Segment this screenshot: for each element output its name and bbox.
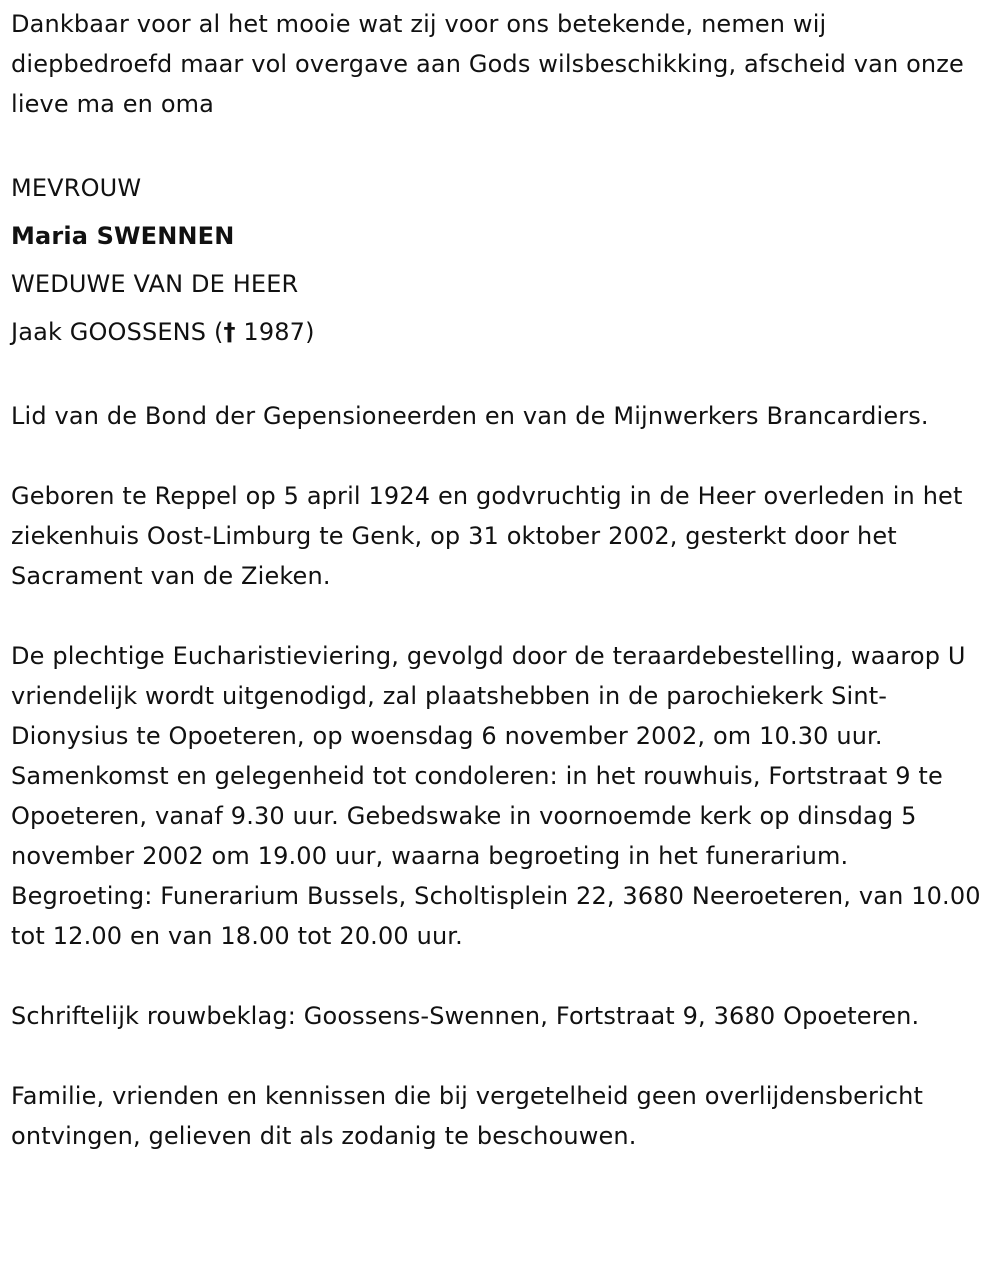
spacer [11,436,981,476]
spacer [11,356,981,396]
condolence-paragraph: Schriftelijk rouwbeklag: Goossens-Swennen, Fortstraat 9, 3680 Opoeteren. [11,1002,920,1030]
paren-open: ( [213,318,224,346]
spacer [11,596,981,636]
birth-death-paragraph: Geboren te Reppel op 5 april 1924 en godvruchtig in de Heer overleden in het ziekenhuis Oost-Limburg te Genk, op 31 oktober 2002, gesterkt door het Sacrament van de Zieken. [11,482,963,590]
ceremony-paragraph: De plechtige Eucharistieviering, gevolgd door de teraardebestelling, waarop U vriendelijk wordt uitgenodigd, zal plaatshebben in de parochiekerk Sint-Dionysius te Opoeteren, op woensdag 6 november 2002, om 10.30 uur. Samenkomst en gelegenheid tot condoleren: in het rouwhuis, Fortstraat 9 te Opoeteren, vanaf 9.30 uur. Gebedswake in voornoemde kerk op dinsdag 5 november 2002 om 19.00 uur, waarna begroeting in het funerarium. Begroeting: Funerarium Bussels, Scholtisplein 22, 3680 Neeroeteren, van 10.00 tot 12.00 en van 18.00 tot 20.00 uur. [11,642,981,950]
intro-paragraph: Dankbaar voor al het mooie wat zij voor ons betekende, nemen wij diepbedroefd maar vol overgave aan Gods wilsbeschikking, afscheid van onze lieve ma en oma [11,10,964,118]
widow-line: WEDUWE VAN DE HEER [11,270,299,298]
spouse-death-year: 1987) [243,318,315,346]
deceased-name: Maria SWENNEN [11,222,235,250]
title-line: MEVROUW [11,174,142,202]
name-block [11,164,981,356]
spouse-line [11,308,981,356]
membership-paragraph: Lid van de Bond der Gepensioneerden en van de Mijnwerkers Brancardiers. [11,402,929,430]
closing-paragraph: Familie, vrienden en kennissen die bij vergetelheid geen overlijdensbericht ontvingen, gelieven dit als zodanig te beschouwen. [11,1082,924,1150]
spacer [11,124,981,164]
cross-icon: † [223,318,236,346]
spacer [11,1036,981,1076]
spacer [11,956,981,996]
spouse-name: Jaak GOOSSENS [11,318,207,346]
